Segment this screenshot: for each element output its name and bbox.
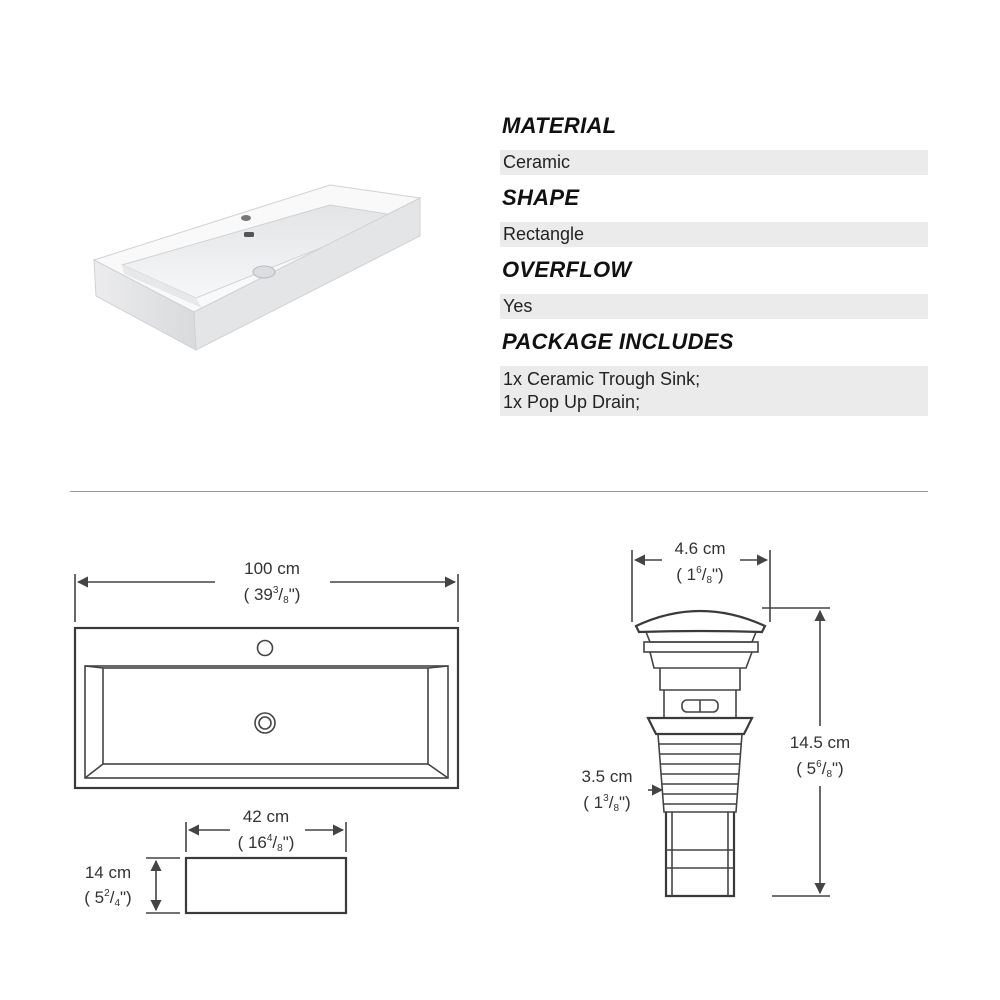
- drain-height-dimension: [762, 608, 850, 896]
- spec-material: [500, 112, 928, 175]
- spec-value: Ceramic: [500, 150, 928, 175]
- sink-width-dimension: [75, 559, 458, 622]
- sink-width-imperial: ( $39^3/8$"): [243, 585, 301, 606]
- sink-depth-metric: 42 cm: [242, 807, 290, 826]
- package-item: 1x Pop Up Drain;: [503, 392, 641, 412]
- sink-top-view: [75, 628, 458, 788]
- sink-side-view: [186, 858, 346, 913]
- spec-value: [500, 366, 928, 416]
- sink-height-imperial: ( $5^2/4$"): [84, 888, 132, 909]
- spec-shape: [500, 184, 928, 247]
- dimension-drawings: [0, 500, 1000, 940]
- sink-height-metric: 14 cm: [84, 863, 132, 882]
- spec-value: Yes: [500, 294, 928, 319]
- spec-list: [500, 112, 928, 425]
- sink-width-metric: 100 cm: [244, 559, 300, 578]
- section-divider: [70, 491, 928, 492]
- drain-body-dimension: [581, 767, 662, 814]
- drain-height-metric: 14.5 cm: [789, 733, 851, 752]
- spec-label: MATERIAL: [502, 113, 617, 138]
- drain-top-dimension: [632, 539, 770, 622]
- package-item: 1x Ceramic Trough Sink;: [503, 369, 701, 389]
- sink-height-dimension: [84, 858, 180, 913]
- sink-product-image: [60, 150, 460, 380]
- drain-drawing: [636, 611, 765, 896]
- spec-label: SHAPE: [502, 185, 580, 210]
- sink-depth-imperial: ( $16^4/8$"): [237, 833, 295, 854]
- drain-height-imperial: ( $5^6/8$"): [796, 759, 844, 780]
- spec-overflow: [500, 256, 928, 319]
- drain-body-imperial: ( $1^3/8$"): [583, 793, 631, 814]
- sink-depth-dimension: [186, 807, 346, 854]
- spec-label: OVERFLOW: [502, 257, 632, 282]
- drain-top-metric: 4.6 cm: [674, 539, 726, 558]
- spec-value: Rectangle: [500, 222, 928, 247]
- spec-label: PACKAGE INCLUDES: [502, 329, 734, 354]
- drain-body-metric: 3.5 cm: [581, 767, 633, 786]
- drain-top-imperial: ( $1^6/8$"): [676, 565, 724, 586]
- spec-package: [500, 328, 928, 416]
